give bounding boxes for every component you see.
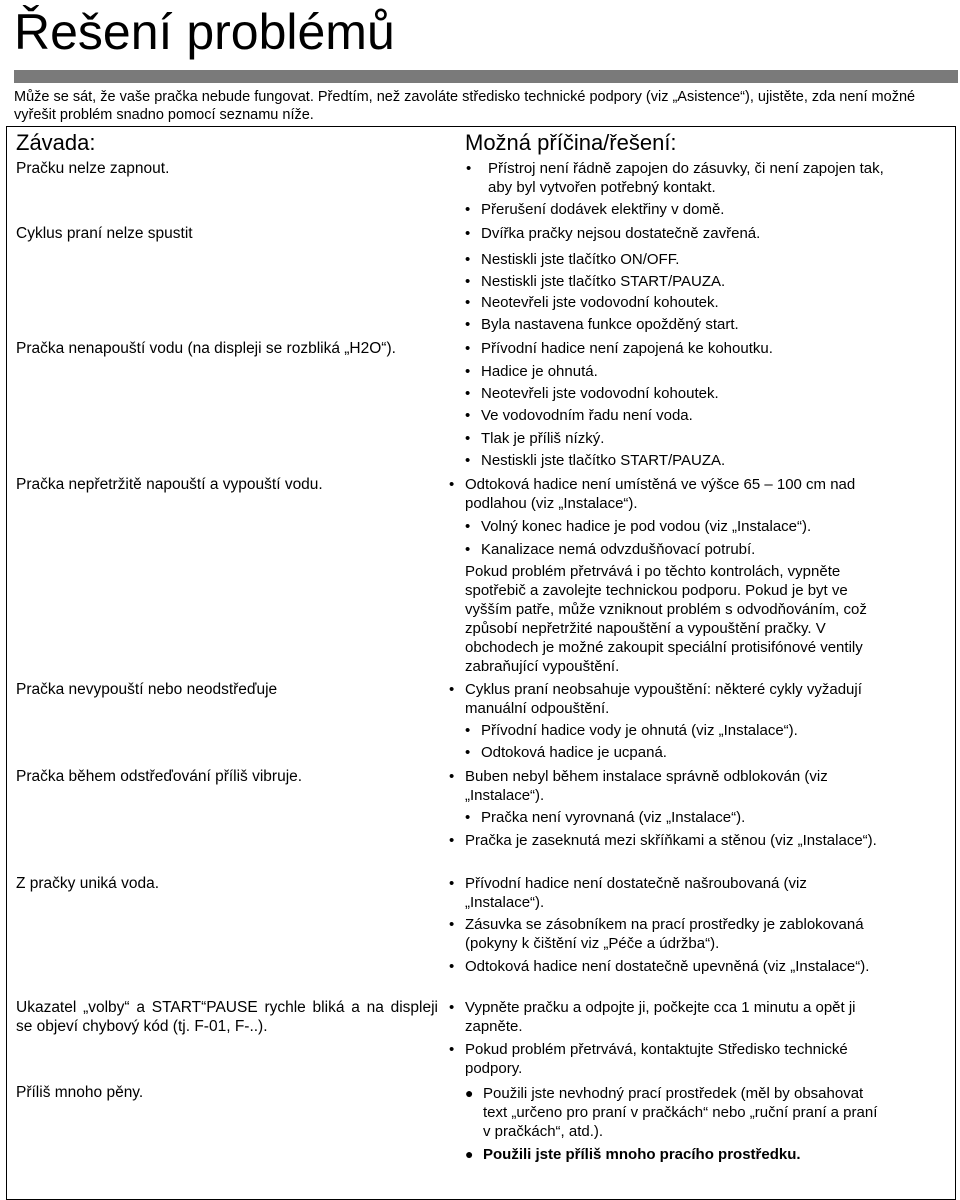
fault-no-water: Pračka nenapouští vodu (na displeji se rozbliká „H2O“). bbox=[16, 340, 396, 357]
page-title: Řešení problémů bbox=[14, 4, 395, 60]
solution-text: Nestiskli jste tlačítko START/PAUZA. bbox=[481, 452, 726, 469]
solution-item bbox=[449, 831, 885, 850]
solution-text: Zásuvka se zásobníkem na prací prostředky je zablokovaná (pokyny k čištění viz „Péče a údržba“). bbox=[465, 916, 864, 952]
solution-text: Pokud problém přetrvává, kontaktujte Středisko technické podpory. bbox=[465, 1041, 848, 1077]
solution-text: Ve vodovodním řadu není voda. bbox=[481, 407, 693, 424]
solution-item bbox=[465, 451, 906, 470]
solution-text: Nestiskli jste tlačítko ON/OFF. bbox=[481, 251, 680, 268]
solution-text: Použili jste příliš mnoho pracího prostředku. bbox=[483, 1146, 801, 1163]
solution-item bbox=[449, 1040, 885, 1078]
solution-text: Cyklus praní neobsahuje vypouštění: některé cykly vyžadují manuální odpouštění. bbox=[465, 681, 862, 717]
bullet-icon: • bbox=[449, 681, 455, 698]
bullet-icon: • bbox=[465, 340, 471, 357]
fault-cycle-start: Cyklus praní nelze spustit bbox=[16, 225, 193, 242]
solution-item bbox=[465, 1145, 883, 1164]
solution-item bbox=[465, 429, 906, 448]
solution-item bbox=[449, 680, 885, 718]
bullet-icon: • bbox=[466, 160, 472, 177]
fault-no-drain: Pračka nevypouští nebo neodstřeďuje bbox=[16, 681, 278, 698]
solution-item bbox=[449, 957, 885, 976]
solution-item bbox=[465, 406, 906, 425]
solution-item bbox=[465, 200, 906, 219]
bullet-icon: • bbox=[465, 385, 471, 402]
bullet-icon: • bbox=[465, 518, 471, 535]
bullet-icon: • bbox=[465, 722, 471, 739]
bullet-icon: • bbox=[465, 363, 471, 380]
bullet-icon: ● bbox=[465, 1146, 474, 1162]
solution-item bbox=[465, 384, 906, 403]
solution-text: Přívodní hadice není dostatečně našroubovaná (viz „Instalace“). bbox=[465, 875, 807, 911]
solution-item bbox=[449, 998, 885, 1036]
solution-item bbox=[465, 517, 906, 536]
solution-text: Buben nebyl během instalace správně odblokován (viz „Instalace“). bbox=[465, 768, 828, 804]
solution-paragraph: Pokud problém přetrvává i po těchto kontrolách, vypněte spotřebič a zavolejte technickou podporu. Pokud je byt ve vyšším patře, může vzniknout problém s odvodňováním, což způsobí nepřetržité napouštění a vypouštění pračky. V obchodech je možné zakoupit speciální protisifónové ventily zabraňující vypouštění. bbox=[465, 563, 867, 675]
solution-item bbox=[449, 915, 885, 953]
bullet-icon: • bbox=[465, 541, 471, 558]
bullet-icon: • bbox=[449, 768, 455, 785]
bullet-icon: • bbox=[465, 225, 471, 242]
solution-text: Byla nastavena funkce opožděný start. bbox=[481, 316, 739, 333]
solution-item bbox=[465, 540, 906, 559]
bullet-icon: • bbox=[449, 832, 455, 849]
fault-continuous-fill: Pračka nepřetržitě napouští a vypouští vodu. bbox=[16, 476, 323, 493]
solution-item bbox=[466, 159, 893, 197]
solution-item bbox=[465, 224, 906, 243]
solution-item bbox=[449, 874, 885, 912]
solution-item bbox=[465, 315, 906, 334]
bullet-icon: • bbox=[449, 476, 455, 493]
bullet-icon: • bbox=[465, 452, 471, 469]
solution-text: Přívodní hadice vody je ohnutá (viz „Instalace“). bbox=[481, 722, 798, 739]
solution-text: Pračka je zaseknutá mezi skříňkami a stěnou (viz „Instalace“). bbox=[465, 832, 877, 849]
solution-text: Pračka není vyrovnaná (viz „Instalace“). bbox=[481, 809, 746, 826]
solution-text: Kanalizace nemá odvzdušňovací potrubí. bbox=[481, 541, 756, 558]
bullet-icon: • bbox=[465, 201, 471, 218]
fault-error-code: Ukazatel „volby“ a START“PAUSE rychle bliká a na displeji se objeví chybový kód (tj. F-01, F-..). bbox=[16, 999, 438, 1035]
solution-item bbox=[465, 339, 906, 358]
solution-item bbox=[465, 293, 906, 312]
solution-text: Odtoková hadice není dostatečně upevněná (viz „Instalace“). bbox=[465, 958, 870, 975]
fault-too-much-foam: Příliš mnoho pěny. bbox=[16, 1084, 144, 1101]
solution-column-header: Možná příčina/řešení: bbox=[465, 130, 677, 155]
solution-text: Dvířka pračky nejsou dostatečně zavřená. bbox=[481, 225, 761, 242]
solution-item bbox=[449, 767, 885, 805]
solution-item bbox=[465, 272, 906, 291]
bullet-icon: • bbox=[449, 1041, 455, 1058]
solution-text: Vypněte pračku a odpojte ji, počkejte cca 1 minutu a opět ji zapněte. bbox=[465, 999, 856, 1035]
solution-text: Použili jste nevhodný prací prostředek (měl by obsahovat text „určeno pro praní v pračkách“ nebo „ruční praní a praní v pračkách“, atd.). bbox=[483, 1085, 878, 1140]
bullet-icon: • bbox=[465, 273, 471, 290]
bullet-icon: • bbox=[449, 958, 455, 975]
solution-text: Tlak je příliš nízký. bbox=[481, 430, 605, 447]
solution-item bbox=[465, 808, 906, 827]
fault-leak: Z pračky uniká voda. bbox=[16, 875, 160, 892]
bullet-icon: • bbox=[465, 251, 471, 268]
bullet-icon: ● bbox=[465, 1085, 474, 1101]
fault-column-header: Závada: bbox=[16, 130, 96, 155]
solution-text: Nestiskli jste tlačítko START/PAUZA. bbox=[481, 273, 726, 290]
solution-text: Přístroj není řádně zapojen do zásuvky, či není zapojen tak, aby byl vytvořen potřebný kontakt. bbox=[488, 160, 884, 196]
solution-text: Přívodní hadice není zapojená ke kohoutku. bbox=[481, 340, 773, 357]
solution-item bbox=[465, 721, 906, 740]
bullet-icon: • bbox=[449, 875, 455, 892]
fault-power: Pračku nelze zapnout. bbox=[16, 160, 170, 177]
bullet-icon: • bbox=[465, 744, 471, 761]
bullet-icon: • bbox=[465, 316, 471, 333]
solution-item bbox=[465, 743, 906, 762]
solution-text: Volný konec hadice je pod vodou (viz „Instalace“). bbox=[481, 518, 812, 535]
bullet-icon: • bbox=[465, 430, 471, 447]
solution-text: Neotevřeli jste vodovodní kohoutek. bbox=[481, 294, 719, 311]
bullet-icon: • bbox=[465, 294, 471, 311]
solution-text: Neotevřeli jste vodovodní kohoutek. bbox=[481, 385, 719, 402]
bullet-icon: • bbox=[465, 407, 471, 424]
title-divider-bar bbox=[14, 70, 958, 83]
solution-text: Přerušení dodávek elektřiny v domě. bbox=[481, 201, 725, 218]
bullet-icon: • bbox=[449, 999, 455, 1016]
solution-item bbox=[449, 475, 885, 513]
solution-item bbox=[465, 250, 906, 269]
solution-text: Hadice je ohnutá. bbox=[481, 363, 598, 380]
fault-vibration: Pračka během odstřeďování příliš vibruje. bbox=[16, 768, 303, 785]
solution-item bbox=[465, 362, 906, 381]
solution-item bbox=[465, 1084, 883, 1141]
solution-text: Odtoková hadice není umístěná ve výšce 65 – 100 cm nad podlahou (viz „Instalace“). bbox=[465, 476, 856, 512]
intro-text: Může se sát, že vaše pračka nebude fungovat. Předtím, než zavoláte středisko technické podpory (viz „Asistence“), ujistěte, zda není možné vyřešit problém snadno pomocí seznamu níže. bbox=[14, 89, 916, 123]
bullet-icon: • bbox=[449, 916, 455, 933]
bullet-icon: • bbox=[465, 809, 471, 826]
solution-text: Odtoková hadice je ucpaná. bbox=[481, 744, 667, 761]
